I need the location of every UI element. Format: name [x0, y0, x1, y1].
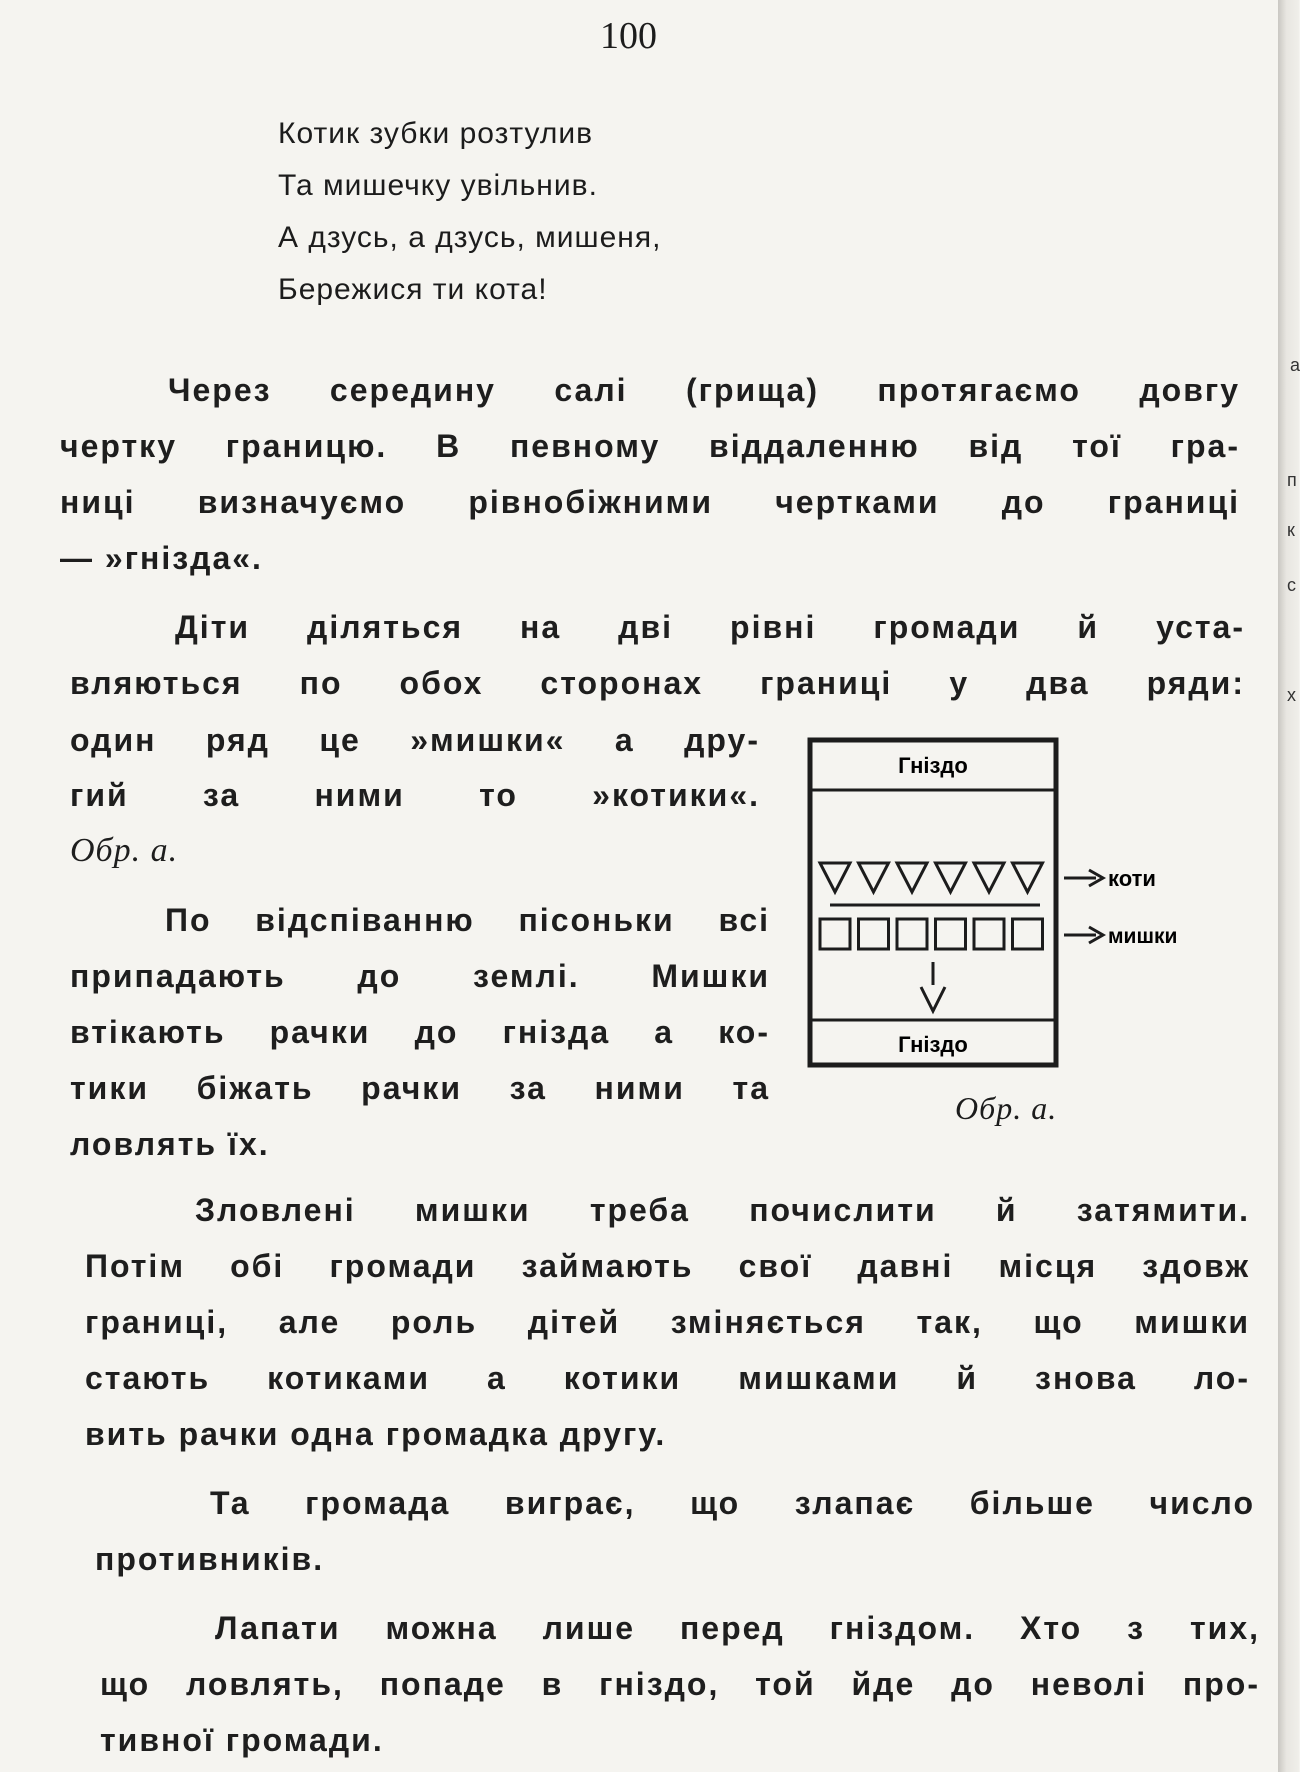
figure-diagram [800, 735, 1220, 1075]
mouse-square [820, 919, 850, 949]
margin-mark: к [1287, 520, 1295, 540]
text-line: втікають рачки до гнізда а ко- [70, 1014, 770, 1050]
cat-triangle [859, 863, 889, 892]
text-line: вляються по обох сторонах границі у два ряди: [70, 665, 1245, 701]
text-line: границі, але роль дітей зміняється так, що мишки [85, 1304, 1250, 1340]
text-line: стають котиками а котики мишками й знова ло- [85, 1360, 1250, 1396]
text-line: чертку границю. В певному віддаленню від тої гра- [60, 428, 1240, 464]
mouse-square [859, 919, 889, 949]
cat-triangle [820, 863, 850, 892]
cat-triangle [1013, 863, 1043, 892]
mice-row [820, 919, 1043, 949]
page-number: 100 [600, 15, 657, 57]
text-line: що ловлять, попаде в гніздо, той йде до неволі про- [100, 1666, 1260, 1702]
text-line: припадають до землі. Мишки [70, 958, 770, 994]
figure-reference: Обр. а. [70, 832, 179, 869]
cats-row [820, 863, 1043, 892]
poem-line: Бережися ти кота! [278, 273, 548, 306]
poem-line: Та мишечку увільнив. [278, 169, 598, 202]
text-line: ловлять їх. [70, 1126, 270, 1162]
text-line: Зловлені мишки треба почислити й затямити. [195, 1192, 1250, 1228]
mouse-square [936, 919, 966, 949]
poem-line: А дзусь, а дзусь, мишеня, [278, 221, 662, 254]
nest-bottom-label: Гніздо [898, 1032, 968, 1057]
text-line: Через середину салі (грища) протягаємо довгу [168, 372, 1240, 408]
margin-mark: п [1287, 470, 1297, 490]
text-line: Потім обі громади займають свої давні місця здовж [85, 1248, 1250, 1284]
margin-mark: х [1287, 685, 1296, 705]
figure-caption: Обр. а. [955, 1090, 1058, 1126]
text-line: Лапати можна лише перед гніздом. Хто з тих, [215, 1610, 1260, 1646]
mouse-square [1013, 919, 1043, 949]
text-line: противників. [95, 1541, 325, 1577]
nest-top-label: Гніздо [898, 753, 968, 778]
page-edge [1278, 0, 1299, 1772]
text-line: тики біжать рачки за ними та [70, 1070, 770, 1106]
mouse-square [974, 919, 1004, 949]
margin-mark: с [1287, 575, 1296, 595]
text-line: По відспіванню пісоньки всі [165, 902, 770, 938]
margin-mark: а [1290, 355, 1300, 375]
cat-triangle [897, 863, 927, 892]
text-line: Та громада виграє, що злапає більше число [210, 1485, 1255, 1521]
text-line: тивної громади. [100, 1722, 384, 1758]
text-line: Діти діляться на дві рівні громади й уста- [175, 609, 1245, 645]
text-line: ниці визначуємо рівнобіжними чертками до границі [60, 484, 1240, 520]
poem-line: Котик зубки розтулив [278, 117, 594, 150]
poem [278, 108, 661, 316]
arrow-down-icon [921, 987, 945, 1011]
mouse-square [897, 919, 927, 949]
text-line: один ряд це »мишки« а дру- [70, 722, 760, 758]
text-line: гий за ними то »котики«. [70, 777, 760, 813]
cat-triangle [936, 863, 966, 892]
cats-label: коти [1108, 866, 1156, 891]
cat-triangle [974, 863, 1004, 892]
mice-label: мишки [1108, 925, 1178, 948]
text-line: вить рачки одна громадка другу. [85, 1416, 667, 1452]
text-line: — »гнізда«. [60, 540, 263, 576]
